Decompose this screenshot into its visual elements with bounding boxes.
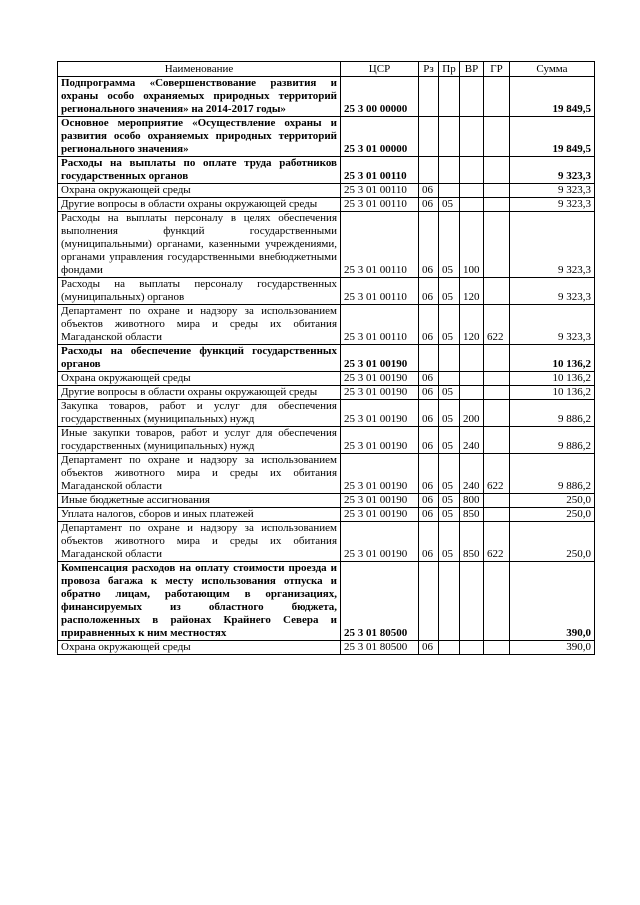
table-row (58, 427, 595, 454)
cell-csr: 25 3 01 00000 (341, 117, 419, 157)
cell-name: Департамент по охране и надзору за использованием объектов животного мира и среды их обитания Магаданской области (58, 454, 341, 494)
cell-csr: 25 3 01 00190 (341, 494, 419, 508)
cell-csr: 25 3 01 00110 (341, 278, 419, 305)
cell-csr: 25 3 01 00190 (341, 508, 419, 522)
header-vr: ВР (460, 62, 484, 77)
cell-csr: 25 3 01 00190 (341, 522, 419, 562)
cell-name: Департамент по охране и надзору за использованием объектов животного мира и среды их обитания Магаданской области (58, 522, 341, 562)
cell-sum: 250,0 (510, 522, 595, 562)
cell-sum: 10 136,2 (510, 386, 595, 400)
cell-gr: 622 (484, 454, 510, 494)
cell-pr (439, 157, 460, 184)
cell-name: Уплата налогов, сборов и иных платежей (58, 508, 341, 522)
cell-rz: 06 (419, 198, 439, 212)
cell-sum: 9 323,3 (510, 157, 595, 184)
cell-vr (460, 157, 484, 184)
table-row (58, 184, 595, 198)
cell-sum: 19 849,5 (510, 117, 595, 157)
header-sum: Сумма (510, 62, 595, 77)
cell-csr: 25 3 01 00190 (341, 427, 419, 454)
cell-gr (484, 400, 510, 427)
cell-vr (460, 345, 484, 372)
cell-gr (484, 641, 510, 655)
cell-vr (460, 77, 484, 117)
cell-pr: 05 (439, 198, 460, 212)
cell-rz (419, 117, 439, 157)
cell-vr: 240 (460, 427, 484, 454)
cell-rz: 06 (419, 372, 439, 386)
cell-gr (484, 494, 510, 508)
table-row (58, 454, 595, 494)
cell-rz: 06 (419, 427, 439, 454)
cell-vr: 200 (460, 400, 484, 427)
table-row (58, 508, 595, 522)
table-row (58, 77, 595, 117)
cell-sum: 9 323,3 (510, 278, 595, 305)
cell-vr: 240 (460, 454, 484, 494)
cell-gr (484, 184, 510, 198)
cell-rz: 06 (419, 400, 439, 427)
cell-rz (419, 562, 439, 641)
cell-rz (419, 157, 439, 184)
table-row (58, 400, 595, 427)
cell-vr: 120 (460, 278, 484, 305)
cell-rz: 06 (419, 184, 439, 198)
cell-pr (439, 345, 460, 372)
cell-pr (439, 117, 460, 157)
cell-name: Иные бюджетные ассигнования (58, 494, 341, 508)
cell-csr: 25 3 01 00110 (341, 157, 419, 184)
cell-pr (439, 184, 460, 198)
cell-pr (439, 372, 460, 386)
cell-rz: 06 (419, 494, 439, 508)
header-gr: ГР (484, 62, 510, 77)
cell-vr (460, 386, 484, 400)
cell-sum: 9 323,3 (510, 198, 595, 212)
cell-name: Расходы на выплаты персоналу в целях обеспечения выполнения функций государственными (муниципальными) органами, казенными учреждениями, органами управления государственными внебюджетными фондами (58, 212, 341, 278)
cell-rz: 06 (419, 305, 439, 345)
cell-pr: 05 (439, 212, 460, 278)
cell-rz: 06 (419, 454, 439, 494)
cell-csr: 25 3 01 00190 (341, 372, 419, 386)
cell-name: Расходы на выплаты персоналу государственных (муниципальных) органов (58, 278, 341, 305)
cell-csr: 25 3 01 80500 (341, 641, 419, 655)
cell-vr: 100 (460, 212, 484, 278)
cell-gr (484, 427, 510, 454)
cell-csr: 25 3 01 00110 (341, 184, 419, 198)
cell-rz: 06 (419, 386, 439, 400)
cell-sum: 9 886,2 (510, 400, 595, 427)
cell-vr (460, 562, 484, 641)
budget-table (57, 61, 595, 655)
cell-sum: 10 136,2 (510, 372, 595, 386)
cell-pr: 05 (439, 305, 460, 345)
cell-name: Охрана окружающей среды (58, 184, 341, 198)
cell-vr (460, 198, 484, 212)
cell-pr: 05 (439, 278, 460, 305)
cell-gr (484, 372, 510, 386)
cell-vr (460, 372, 484, 386)
cell-csr: 25 3 01 00190 (341, 454, 419, 494)
cell-pr: 05 (439, 508, 460, 522)
cell-gr (484, 198, 510, 212)
cell-name: Компенсация расходов на оплату стоимости проезда и провоза багажа к месту использования отпуска и обратно лицам, работающим в организациях, финансируемых из областного бюджета, расположенных в районах Крайнего Севера и приравненных к ним местностях (58, 562, 341, 641)
cell-csr: 25 3 01 00110 (341, 212, 419, 278)
cell-sum: 10 136,2 (510, 345, 595, 372)
cell-sum: 9 323,3 (510, 305, 595, 345)
cell-pr: 05 (439, 454, 460, 494)
cell-pr: 05 (439, 386, 460, 400)
header-pr: Пр (439, 62, 460, 77)
cell-rz (419, 345, 439, 372)
cell-csr: 25 3 01 00110 (341, 198, 419, 212)
cell-name: Охрана окружающей среды (58, 372, 341, 386)
cell-name: Иные закупки товаров, работ и услуг для обеспечения государственных (муниципальных) нужд (58, 427, 341, 454)
cell-name: Закупка товаров, работ и услуг для обеспечения государственных (муниципальных) нужд (58, 400, 341, 427)
cell-csr: 25 3 01 00110 (341, 305, 419, 345)
cell-vr (460, 641, 484, 655)
cell-pr: 05 (439, 494, 460, 508)
cell-gr: 622 (484, 305, 510, 345)
table-header-row (58, 62, 595, 77)
cell-sum: 390,0 (510, 562, 595, 641)
cell-pr: 05 (439, 522, 460, 562)
table-row (58, 386, 595, 400)
cell-gr (484, 157, 510, 184)
cell-csr: 25 3 00 00000 (341, 77, 419, 117)
cell-name: Основное мероприятие «Осуществление охраны и развития особо охраняемых природных территорий регионального значения» (58, 117, 341, 157)
cell-pr (439, 562, 460, 641)
header-name: Наименование (58, 62, 341, 77)
cell-vr: 120 (460, 305, 484, 345)
cell-pr (439, 641, 460, 655)
table-row (58, 198, 595, 212)
cell-sum: 9 886,2 (510, 454, 595, 494)
cell-sum: 9 886,2 (510, 427, 595, 454)
cell-pr: 05 (439, 400, 460, 427)
header-csr: ЦСР (341, 62, 419, 77)
cell-vr: 850 (460, 522, 484, 562)
cell-vr: 850 (460, 508, 484, 522)
cell-gr (484, 508, 510, 522)
cell-gr (484, 345, 510, 372)
cell-sum: 9 323,3 (510, 184, 595, 198)
cell-sum: 250,0 (510, 508, 595, 522)
cell-name: Департамент по охране и надзору за использованием объектов животного мира и среды их обитания Магаданской области (58, 305, 341, 345)
cell-name: Другие вопросы в области охраны окружающей среды (58, 198, 341, 212)
cell-rz: 06 (419, 641, 439, 655)
table-row (58, 212, 595, 278)
cell-sum: 390,0 (510, 641, 595, 655)
cell-name: Расходы на обеспечение функций государственных органов (58, 345, 341, 372)
table-row (58, 157, 595, 184)
cell-vr (460, 184, 484, 198)
table-row (58, 117, 595, 157)
table-row (58, 278, 595, 305)
table-row (58, 522, 595, 562)
cell-csr: 25 3 01 00190 (341, 345, 419, 372)
cell-gr (484, 562, 510, 641)
cell-rz (419, 77, 439, 117)
cell-sum: 19 849,5 (510, 77, 595, 117)
table-row (58, 494, 595, 508)
cell-name: Другие вопросы в области охраны окружающей среды (58, 386, 341, 400)
cell-name: Расходы на выплаты по оплате труда работников государственных органов (58, 157, 341, 184)
cell-gr (484, 278, 510, 305)
cell-name: Охрана окружающей среды (58, 641, 341, 655)
cell-vr: 800 (460, 494, 484, 508)
cell-vr (460, 117, 484, 157)
cell-csr: 25 3 01 80500 (341, 562, 419, 641)
cell-csr: 25 3 01 00190 (341, 400, 419, 427)
cell-csr: 25 3 01 00190 (341, 386, 419, 400)
cell-sum: 250,0 (510, 494, 595, 508)
cell-gr (484, 212, 510, 278)
header-rz: Рз (419, 62, 439, 77)
cell-rz: 06 (419, 508, 439, 522)
cell-pr (439, 77, 460, 117)
cell-gr (484, 386, 510, 400)
cell-gr (484, 117, 510, 157)
cell-sum: 9 323,3 (510, 212, 595, 278)
cell-rz: 06 (419, 212, 439, 278)
cell-rz: 06 (419, 278, 439, 305)
table-row (58, 305, 595, 345)
cell-name: Подпрограмма «Совершенствование развития и охраны особо охраняемых природных территорий регионального значения» на 2014-2017 годы» (58, 77, 341, 117)
cell-pr: 05 (439, 427, 460, 454)
table-row (58, 345, 595, 372)
cell-gr: 622 (484, 522, 510, 562)
cell-rz: 06 (419, 522, 439, 562)
table-row (58, 562, 595, 641)
table-row (58, 372, 595, 386)
table-row (58, 641, 595, 655)
cell-gr (484, 77, 510, 117)
table-body (58, 77, 595, 655)
